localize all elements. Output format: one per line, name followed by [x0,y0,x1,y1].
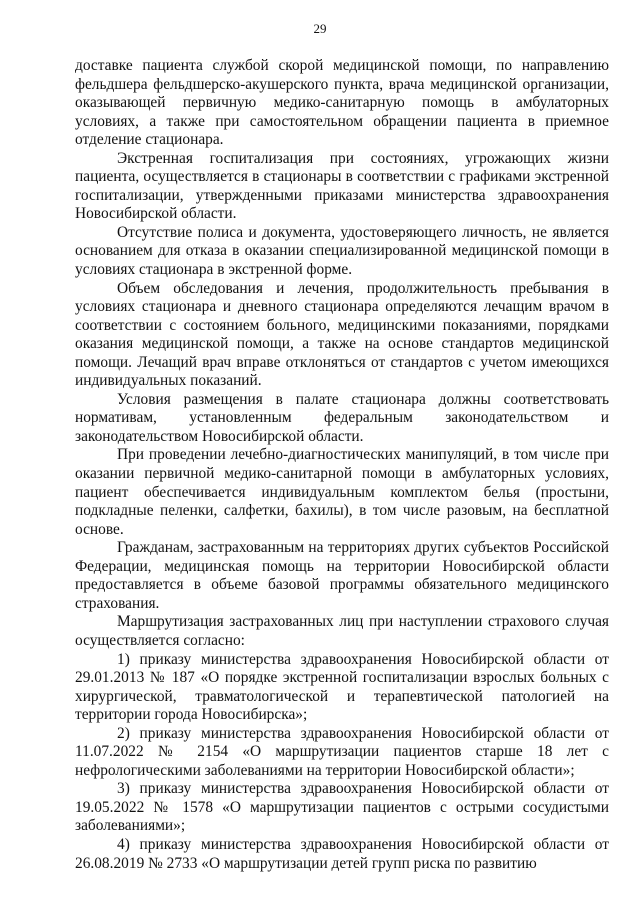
list-item-order-2: 2) приказу министерства здравоохранения Новосибирской области от 11.07.2022 № 2154 «О маршрутизации пациентов старше 18 лет с нефрологическими заболеваниями на территории Новосибирской области»; [75,724,609,779]
list-item-order-3: 3) приказу министерства здравоохранения Новосибирской области от 19.05.2022 № 1578 «О маршрутизации пациентов с острыми сосудистыми заболеваниями»; [75,780,609,835]
page-number: 29 [313,21,327,36]
paragraph-linen-kit: При проведении лечебно-диагностических манипуляций, в том числе при оказании первичной медико-санитарной помощи в амбулаторных условиях, пациент обеспечивается индивидуальным комплектом белья (простыни, подкладные пеленки, салфетки, бахилы), в том числе разовым, на бесплатной основе. [75,446,609,538]
list-item-order-1: 1) приказу министерства здравоохранения Новосибирской области от 29.01.2013 № 187 «О порядке экстренной госпитализации взрослых больных с хирургической, травматологической и терапевтической патологией на территории города Новосибирска»; [75,650,609,724]
list-item-order-4: 4) приказу министерства здравоохранения Новосибирской области от 26.08.2019 № 2733 «О маршрутизации детей групп риска по развитию [75,835,609,872]
paragraph-other-regions: Гражданам, застрахованным на территориях других субъектов Российской Федерации, медицинская помощь на территории Новосибирской области предоставляется в объеме базовой программы обязательного медицинского страхования. [75,539,609,612]
document-body [75,57,609,873]
paragraph-examination-scope: Объем обследования и лечения, продолжительность пребывания в условиях стационара и дневного стационара определяются лечащим врачом в соответствии с состоянием больного, медицинскими показаниями, порядками оказания медицинской помощи, а также на основе стандартов медицинской помощи. Лечащий врач вправе отклоняться от стандартов с учетом имеющихся индивидуальных показаний. [75,279,609,390]
paragraph-missing-policy: Отсутствие полиса и документа, удостоверяющего личность, не является основанием для отказа в оказании специализированной медицинской помощи в условиях стационара в экстренной форме. [75,223,609,279]
paragraph-routing-intro: Маршрутизация застрахованных лиц при наступлении страхового случая осуществляется согласно: [75,613,609,649]
paragraph-emergency-hospitalization: Экстренная госпитализация при состояниях, угрожающих жизни пациента, осуществляется в стационары в соответствии с графиками экстренной госпитализации, утвержденными приказами министерства здравоохранения Новосибирской области. [75,149,609,223]
paragraph-hospitalization-continuation: доставке пациента службой скорой медицинской помощи, по направлению фельдшера фельдшерско-акушерского пункта, врача медицинской организации, оказывающей первичную медико-санитарную помощь в амбулаторных условиях, а также при самостоятельном обращении пациента в приемное отделение стационара. [75,57,609,149]
paragraph-ward-conditions: Условия размещения в палате стационара должны соответствовать нормативам, установленным федеральным законодательством и законодательством Новосибирской области. [75,390,609,445]
